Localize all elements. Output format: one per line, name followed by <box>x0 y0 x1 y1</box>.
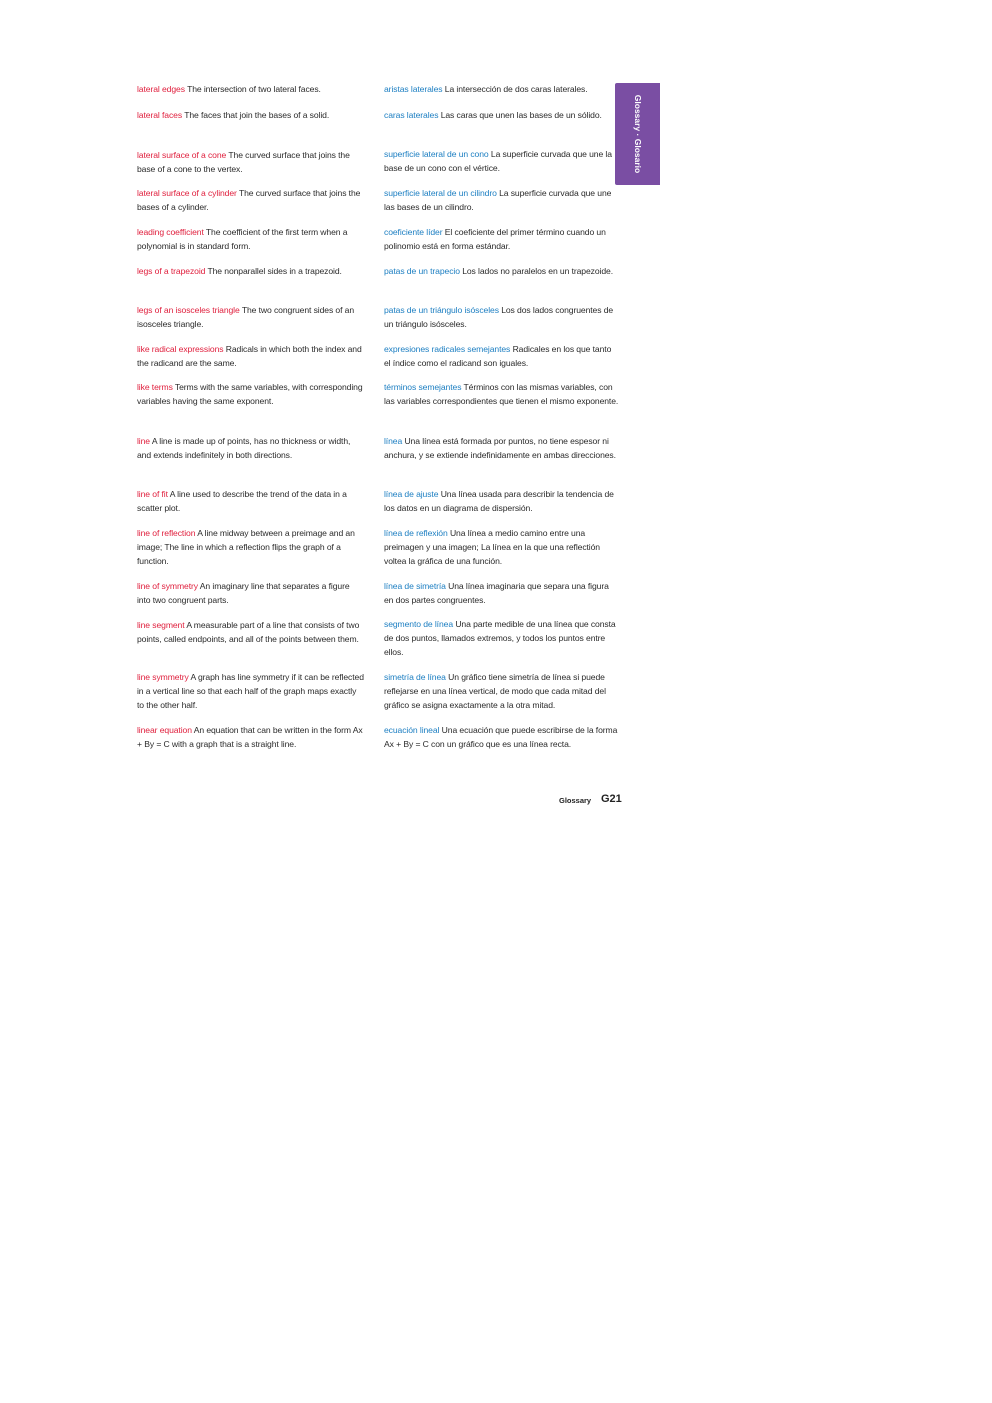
glossary-definition: Una línea imaginaria que separa una figura en dos partes congruentes. <box>384 581 609 605</box>
glossary-term: linear equation <box>137 725 192 735</box>
page-number: G21 <box>601 793 622 805</box>
glossary-definition: A line used to describe the trend of the data in a scatter plot. <box>137 489 347 513</box>
glossary-term: lateral surface of a cylinder <box>137 188 237 198</box>
glossary-term: patas de un triángulo isósceles <box>384 305 499 315</box>
glossary-definition: Radicales en los que tanto el índice como el radicand son iguales. <box>384 344 612 368</box>
glossary-definition: A measurable part of a line that consists of two points, called endpoints, and all of the points between them. <box>137 620 360 644</box>
glossary-entry-es <box>384 617 620 659</box>
glossary-term: ecuación lineal <box>384 725 440 735</box>
glossary-term: línea de reflexión <box>384 528 448 538</box>
glossary-definition: Una línea usada para describir la tendencia de los datos en un diagrama de dispersión. <box>384 489 614 513</box>
glossary-entry-en <box>137 342 365 370</box>
glossary-entry-en <box>137 579 365 607</box>
glossary-term: caras laterales <box>384 110 439 120</box>
glossary-definition: The curved surface that joins the base of a cone to the vertex. <box>137 150 350 174</box>
glossary-term: expresiones radicales semejantes <box>384 344 511 354</box>
glossary-entry-en <box>137 186 365 214</box>
glossary-entry-en <box>137 670 365 712</box>
glossary-term: like radical expressions <box>137 344 224 354</box>
glossary-definition: The intersection of two lateral faces. <box>187 84 321 94</box>
glossary-entry-es <box>384 303 620 331</box>
glossary-definition: Una línea está formada por puntos, no tiene espesor ni anchura, y se extiende indefinidamente en ambas direcciones. <box>384 436 616 460</box>
glossary-entry-es <box>384 723 620 751</box>
glossary-entry-en <box>137 108 365 122</box>
glossary-definition: Términos con las mismas variables, con las variables correspondientes que tienen el mismo exponente. <box>384 382 619 406</box>
footer-label: Glossary <box>559 796 592 805</box>
glossary-entry-es <box>384 670 620 712</box>
glossary-definition: El coeficiente del primer término cuando un polinomio está en forma estándar. <box>384 227 606 251</box>
glossary-term: lateral surface of a cone <box>137 150 227 160</box>
glossary-entry-es <box>384 82 620 96</box>
glossary-term: lateral edges <box>137 84 185 94</box>
glossary-term: like terms <box>137 382 173 392</box>
glossary-definition: The nonparallel sides in a trapezoid. <box>207 266 342 276</box>
glossary-entry-es <box>384 225 620 253</box>
glossary-definition: A graph has line symmetry if it can be reflected in a vertical line so that each half of the graph maps exactly to the other half. <box>137 672 364 710</box>
glossary-definition: Una ecuación que puede escribirse de la forma Ax + By = C con un gráfico que es una línea recta. <box>384 725 618 749</box>
glossary-definition: Un gráfico tiene simetría de línea si puede reflejarse en una línea vertical, de modo que cada mitad del gráfico se asigna exactamente a la otra mitad. <box>384 672 606 710</box>
glossary-term: coeficiente líder <box>384 227 443 237</box>
glossary-entry-es <box>384 147 620 175</box>
glossary-term: línea de simetría <box>384 581 446 591</box>
glossary-term: superficie lateral de un cono <box>384 149 489 159</box>
glossary-term: line <box>137 436 150 446</box>
glossary-entry-en <box>137 487 365 515</box>
glossary-term: simetría de línea <box>384 672 446 682</box>
glossary-definition: Los lados no paralelos en un trapezoide. <box>462 266 613 276</box>
glossary-definition: The curved surface that joins the bases of a cylinder. <box>137 188 361 212</box>
glossary-entry-es <box>384 108 620 122</box>
glossary-definition: An imaginary line that separates a figure into two congruent parts. <box>137 581 350 605</box>
glossary-term: aristas laterales <box>384 84 443 94</box>
glossary-definition: La superficie curvada que une la base de un cono con el vértice. <box>384 149 612 173</box>
glossary-entry-en <box>137 526 365 568</box>
glossary-definition: Una parte medible de una línea que consta de dos puntos, llamados extremos, y todos los puntos entre ellos. <box>384 619 616 657</box>
glossary-term: patas de un trapecio <box>384 266 460 276</box>
glossary-entry-en <box>137 148 365 176</box>
glossary-definition: Las caras que unen las bases de un sólido. <box>440 110 602 120</box>
glossary-term: términos semejantes <box>384 382 462 392</box>
glossary-definition: The coefficient of the first term when a polynomial is in standard form. <box>137 227 348 251</box>
glossary-entry-en <box>137 723 365 751</box>
glossary-term: legs of an isosceles triangle <box>137 305 240 315</box>
glossary-entry-en <box>137 225 365 253</box>
glossary-entry-en <box>137 434 365 462</box>
glossary-term: línea de ajuste <box>384 489 439 499</box>
glossary-entry-es <box>384 186 620 214</box>
glossary-entry-en <box>137 82 365 96</box>
glossary-definition: An equation that can be written in the form Ax + By = C with a graph that is a straight line. <box>137 725 363 749</box>
glossary-term: line of reflection <box>137 528 196 538</box>
glossary-term: line of symmetry <box>137 581 198 591</box>
glossary-term: línea <box>384 436 403 446</box>
glossary-term: lateral faces <box>137 110 183 120</box>
glossary-entry-es <box>384 579 620 607</box>
glossary-entry-en <box>137 618 365 646</box>
glossary-entry-en <box>137 303 365 331</box>
glossary-definition: The two congruent sides of an isosceles triangle. <box>137 305 355 329</box>
glossary-definition: Radicals in which both the index and the radicand are the same. <box>137 344 362 368</box>
glossary-entry-en <box>137 380 365 408</box>
glossary-entry-es <box>384 342 620 370</box>
glossary-term: segmento de línea <box>384 619 454 629</box>
glossary-definition: A line is made up of points, has no thickness or width, and extends indefinitely in both directions. <box>137 436 351 460</box>
glossary-side-tab <box>615 83 660 185</box>
glossary-term: line of fit <box>137 489 168 499</box>
glossary-entry-es <box>384 380 620 408</box>
glossary-definition: Una línea a medio camino entre una preimagen y una imagen; La línea en la que una reflectión voltea la gráfica de una función. <box>384 528 600 566</box>
glossary-entry-es <box>384 434 620 462</box>
glossary-term: line segment <box>137 620 185 630</box>
glossary-entry-es <box>384 264 620 278</box>
glossary-entry-es <box>384 487 620 515</box>
glossary-definition: La superficie curvada que une las bases de un cilindro. <box>384 188 612 212</box>
glossary-definition: A line midway between a preimage and an image; The line in which a reflection flips the graph of a function. <box>137 528 355 566</box>
glossary-term: superficie lateral de un cilindro <box>384 188 497 198</box>
glossary-definition: Los dos lados congruentes de un triángulo isósceles. <box>384 305 614 329</box>
glossary-definition: The faces that join the bases of a solid. <box>184 110 330 120</box>
glossary-definition: La intersección de dos caras laterales. <box>444 84 588 94</box>
glossary-term: legs of a trapezoid <box>137 266 206 276</box>
glossary-term: line symmetry <box>137 672 189 682</box>
glossary-definition: Terms with the same variables, with corresponding variables having the same exponent. <box>137 382 363 406</box>
side-tab-label: Glossary · Glosario <box>632 94 643 174</box>
glossary-entry-en <box>137 264 365 278</box>
glossary-entry-es <box>384 526 620 568</box>
glossary-term: leading coefficient <box>137 227 204 237</box>
